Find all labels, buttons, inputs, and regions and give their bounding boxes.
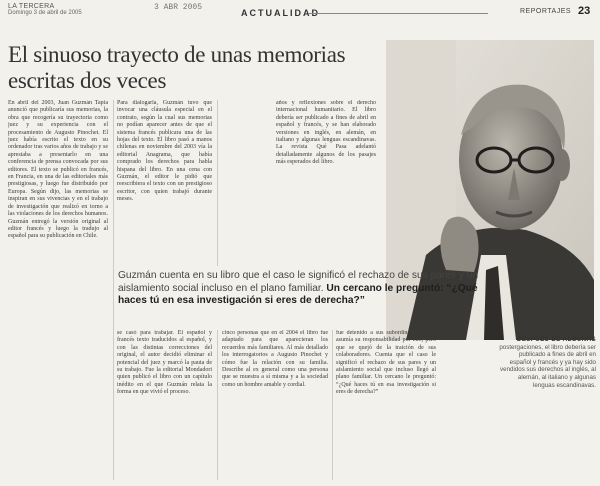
pull-quote: [118, 270, 484, 308]
article-column-1: En abril del 2003, Juan Guzmán Tapia anunció que publicaría sus memorias, la obra que recogería su trayectoria como juez y su experiencia con el procesamiento de Augusto Pinochet. El juez había escrito el texto en su ordenador tras varios años de trabajo y se aprestaba a presentarlo en una conferencia de prensa convocada por sus editores. El texto se publicó en francés, en Francia, en una de las editoriales más prestigiosas, y luego fue distribuido por Europa. Según dijo, las memorias se inspiran en sus vivencias y en el trabajo de investigación que realizó en torno a las violaciones de los derechos humanos. Guzmán entregó la versión original al editor francés y luego la tradujo al español para su publicación en Chile.: [8, 100, 108, 240]
article-column-2: Para dialogarla, Guzmán tuvo que invocar una cláusula especial en el contrato, según la cual sus memorias no podían aparecer antes de que el sistema francés publicara una de las hojas del texto. El libro pasó a manos chilenas en noviembre del 2003 vía la editorial Anagrama, que había comprado los derechos para habla hispana del libro. En una cena con Guzmán, el editor le pidió que reescribiera el texto con un prestigioso escritor, con quien trabajó durante meses.: [117, 100, 212, 203]
column-divider: [332, 330, 333, 480]
photo-caption: [496, 336, 596, 389]
section-rule: [308, 13, 488, 14]
article-headline: El sinuoso trayecto de unas memorias escritas dos veces: [8, 42, 346, 93]
pull-quote-lead: Guzmán cuenta en su libro que el caso le significó el rechazo de sus pares y un aislamiento social incluso en el plano familiar.: [118, 270, 479, 294]
pull-quote-highlight: Un cercano le preguntó: “¿Qué haces tú en esa investigación si eres de derecha?”: [118, 282, 478, 306]
page-number: 23: [578, 5, 591, 17]
paper-date: Domingo 3 de abril de 2005: [8, 10, 82, 16]
section-label: ACTUALIDAD: [241, 8, 320, 18]
column-divider: [217, 100, 218, 266]
paper-name: LA TERCERA: [8, 3, 55, 10]
article-column-3: años y reflexiones sobre el derecho internacional humanitario. El libro debería ser publicado a fines de abril en español y francés, y se han elaborado versiones en inglés, en alemán, en italiano y algunas lenguas escandinavas. La revista Qué Pasa adelantó detalladamente algunos de los pasajes más esperados del libro.: [276, 100, 376, 166]
column-divider: [217, 330, 218, 480]
archive-stamp: 3 ABR 2005: [154, 3, 203, 12]
column-divider: [113, 100, 114, 480]
article-lower-column-2: cinco personas que en el 2004 el libro fue adaptado para que aparecieran los recuerdos más familiares. Al más detallado los interrogatorios a Augusto Pinochet y cómo fue la relación con su familia. Describe al ex general como una persona que se muestra a sí misma y a la sociedad como un hombre amable y cordial.: [222, 330, 328, 388]
article-lower-column-3: fue detenido a sus subordinados y que asumía su responsabilidad por ello, pero que se quejó de la traición de sus colaboradores. Cuenta que el caso le significó el rechazo de sus pares y un aislamiento social que incluso llegó al plano familiar. Un cercano le preguntó: “¿Qué haces tú en esa investigación si eres de derecha?”: [336, 330, 436, 396]
masthead: [8, 3, 592, 17]
subsection-label: REPORTAJES: [520, 8, 572, 15]
article-lower-column-1: se casó para trabajar. El español y francés texto traducidos al español, y con las distintas correcciones del original, el autor decidió eliminar el potencial del juez y marcó la pauta de su trabajo. Fue la editorial Mondadori quien publicó el libro con un capítulo inédito en el que Guzmán relata la forma en que vivió el proceso.: [117, 330, 212, 396]
caption-title: DESPUÉS DE ALGUNAS: [516, 336, 596, 343]
caption-text: postergaciones, el libro debería ser publicado a fines de abril en español y francés y ya hay sido vendidos sus derechos al inglés, al alemán, al italiano y algunas lenguas escandinavas.: [499, 343, 596, 389]
